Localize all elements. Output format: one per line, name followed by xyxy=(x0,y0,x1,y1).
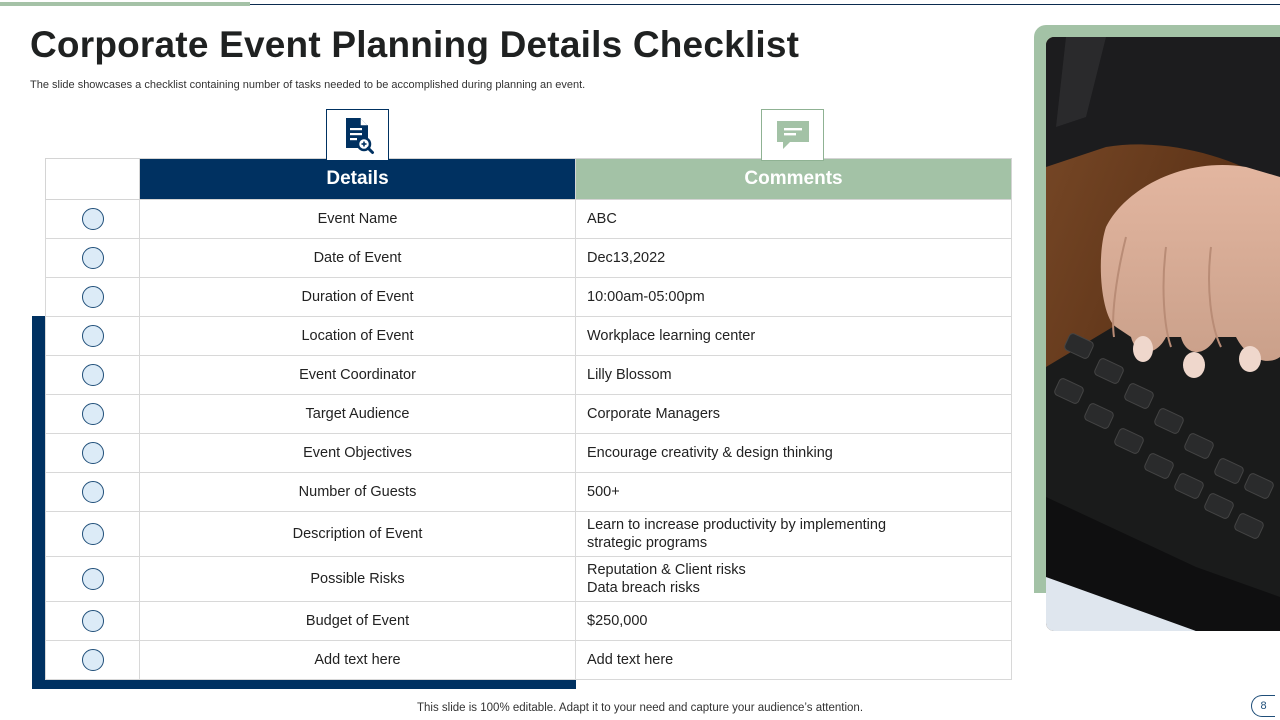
table-row xyxy=(46,239,1012,278)
detail-cell: Location of Event xyxy=(140,317,576,356)
checkbox-cell xyxy=(46,557,140,602)
table-row xyxy=(46,395,1012,434)
comment-cell: ABC xyxy=(576,200,1012,239)
comment-cell: Lilly Blossom xyxy=(576,356,1012,395)
detail-cell: Date of Event xyxy=(140,239,576,278)
check-circle[interactable] xyxy=(82,481,104,503)
top-accent-line-navy xyxy=(250,4,1280,5)
checkbox-column-header xyxy=(46,159,140,200)
detail-cell: Number of Guests xyxy=(140,473,576,512)
comment-cell: Learn to increase productivity by implementing strategic programs xyxy=(576,512,1012,557)
table-row xyxy=(46,317,1012,356)
check-circle[interactable] xyxy=(82,610,104,632)
checkbox-cell xyxy=(46,356,140,395)
check-circle[interactable] xyxy=(82,364,104,386)
checkbox-cell xyxy=(46,641,140,680)
table-row xyxy=(46,602,1012,641)
top-accent-bar-green xyxy=(0,2,250,6)
table-row xyxy=(46,557,1012,602)
check-circle[interactable] xyxy=(82,208,104,230)
table-row xyxy=(46,473,1012,512)
check-circle[interactable] xyxy=(82,442,104,464)
table-row xyxy=(46,512,1012,557)
comment-cell: 500+ xyxy=(576,473,1012,512)
comment-cell: Dec13,2022 xyxy=(576,239,1012,278)
checkbox-cell xyxy=(46,434,140,473)
table-header-row xyxy=(46,159,1012,200)
detail-cell: Target Audience xyxy=(140,395,576,434)
calculator-photo-image xyxy=(1046,37,1280,631)
check-circle[interactable] xyxy=(82,523,104,545)
document-search-icon xyxy=(341,115,375,155)
footer-note: This slide is 100% editable. Adapt it to your need and capture your audience’s attention. xyxy=(416,702,864,714)
check-circle[interactable] xyxy=(82,568,104,590)
check-circle[interactable] xyxy=(82,649,104,671)
table-row xyxy=(46,278,1012,317)
checkbox-cell xyxy=(46,278,140,317)
detail-cell: Event Name xyxy=(140,200,576,239)
check-circle[interactable] xyxy=(82,247,104,269)
detail-cell: Event Objectives xyxy=(140,434,576,473)
checkbox-cell xyxy=(46,602,140,641)
checkbox-cell xyxy=(46,317,140,356)
checkbox-cell xyxy=(46,512,140,557)
calculator-hand-photo xyxy=(1046,37,1280,631)
detail-cell: Possible Risks xyxy=(140,557,576,602)
details-icon-box xyxy=(326,109,389,161)
comment-cell: Add text here xyxy=(576,641,1012,680)
table-row xyxy=(46,434,1012,473)
detail-cell: Add text here xyxy=(140,641,576,680)
speech-bubble-icon xyxy=(774,118,812,152)
table-row xyxy=(46,641,1012,680)
checkbox-cell xyxy=(46,239,140,278)
detail-cell: Budget of Event xyxy=(140,602,576,641)
check-circle[interactable] xyxy=(82,286,104,308)
comment-cell: Workplace learning center xyxy=(576,317,1012,356)
checklist-table xyxy=(45,158,1012,680)
comments-column-header: Comments xyxy=(576,159,1012,200)
comment-cell: Reputation & Client risks Data breach risks xyxy=(576,557,1012,602)
check-circle[interactable] xyxy=(82,325,104,347)
checkbox-cell xyxy=(46,473,140,512)
details-column-header: Details xyxy=(140,159,576,200)
check-circle[interactable] xyxy=(82,403,104,425)
comments-icon-box xyxy=(761,109,824,161)
table-row xyxy=(46,200,1012,239)
comment-cell: Corporate Managers xyxy=(576,395,1012,434)
comment-cell: Encourage creativity & design thinking xyxy=(576,434,1012,473)
table-row xyxy=(46,356,1012,395)
detail-cell: Description of Event xyxy=(140,512,576,557)
page-number: 8 xyxy=(1251,695,1275,717)
comment-cell: $250,000 xyxy=(576,602,1012,641)
detail-cell: Event Coordinator xyxy=(140,356,576,395)
comment-cell: 10:00am-05:00pm xyxy=(576,278,1012,317)
checkbox-cell xyxy=(46,395,140,434)
slide-title: Corporate Event Planning Details Checklist xyxy=(30,24,800,65)
slide-subtitle: The slide showcases a checklist containing number of tasks needed to be accomplished during planning an event. xyxy=(30,79,586,91)
checkbox-cell xyxy=(46,200,140,239)
detail-cell: Duration of Event xyxy=(140,278,576,317)
